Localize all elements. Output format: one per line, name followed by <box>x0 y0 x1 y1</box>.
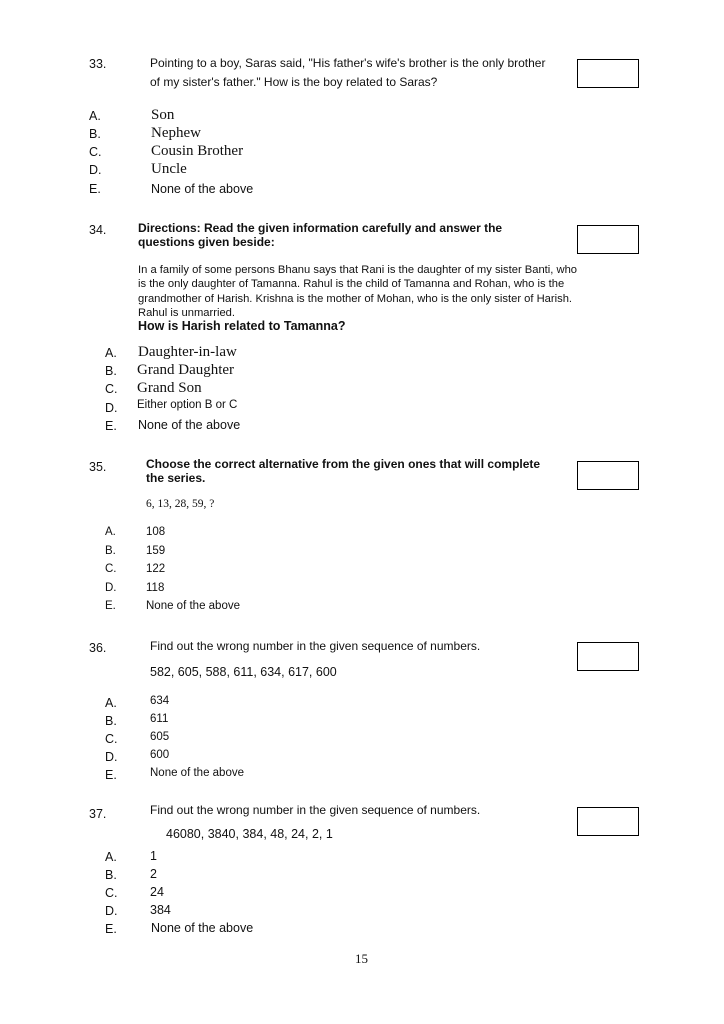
question-stem-line: Pointing to a boy, Saras said, "His father's wife's brother is the only brother <box>150 56 546 70</box>
option-text: 122 <box>146 563 166 575</box>
option-text: 634 <box>150 695 170 707</box>
answer-box[interactable] <box>577 642 639 671</box>
option-text: None of the above <box>150 767 244 779</box>
series-text: 46080, 3840, 384, 48, 24, 2, 1 <box>166 827 333 841</box>
option-text: Cousin Brother <box>151 143 244 159</box>
question-number: 37. <box>89 807 107 821</box>
option-letter: C. <box>89 145 102 159</box>
option-letter: A. <box>89 109 101 123</box>
option-text: Son <box>151 107 175 123</box>
option-letter: B. <box>105 714 117 728</box>
question-stem-line: Choose the correct alternative from the given ones that will complete <box>146 457 541 471</box>
option-text: 600 <box>150 749 170 761</box>
answer-box[interactable] <box>577 225 639 254</box>
question-number: 36. <box>89 641 107 655</box>
question-stem-line: the series. <box>146 471 206 485</box>
option-letter: B. <box>105 545 116 557</box>
option-letter: D. <box>105 401 118 415</box>
option-text: Daughter-in-law <box>138 344 237 360</box>
option-text: 611 <box>150 713 169 725</box>
question-number: 33. <box>89 57 107 71</box>
question-stem: Find out the wrong number in the given sequence of numbers. <box>150 639 481 653</box>
option-text: 2 <box>150 867 157 881</box>
option-letter: A. <box>105 850 117 864</box>
question-stem: Find out the wrong number in the given sequence of numbers. <box>150 803 481 817</box>
option-text: Either option B or C <box>137 399 238 411</box>
question-stem-line: of my sister's father." How is the boy related to Saras? <box>150 75 438 89</box>
option-letter: A. <box>105 526 116 538</box>
option-letter: E. <box>89 182 101 196</box>
option-letter: E. <box>105 600 116 612</box>
option-text: Grand Daughter <box>137 362 235 378</box>
option-letter: D. <box>105 904 118 918</box>
answer-box[interactable] <box>577 461 639 490</box>
question-text: How is Harish related to Tamanna? <box>138 319 346 333</box>
option-text: None of the above <box>138 418 241 432</box>
answer-box[interactable] <box>577 807 639 836</box>
passage-text: In a family of some persons Bhanu says that Rani is the daughter of my sister Banti, who is the only daughter of Tamanna. Rahul is the child of Tamanna and Rohan, who is the grandmother of Harish. Krishna is the mother of Mohan, who is the only sister of Harish. Rahul is unmarried. <box>138 264 578 319</box>
option-text: 24 <box>150 885 164 899</box>
option-letter: D. <box>89 163 102 177</box>
option-letter: C. <box>105 886 118 900</box>
directions-line: questions given beside: <box>138 235 275 249</box>
option-text: Grand Son <box>137 380 202 396</box>
option-text: 118 <box>146 582 165 594</box>
question-number: 34. <box>89 223 107 237</box>
option-text: None of the above <box>151 182 254 196</box>
option-text: 108 <box>146 526 166 538</box>
option-text: 1 <box>150 849 157 863</box>
option-letter: B. <box>105 868 117 882</box>
option-text: None of the above <box>146 600 240 612</box>
option-text: None of the above <box>151 921 254 935</box>
page-number: 15 <box>355 951 368 966</box>
option-text: 384 <box>150 903 171 917</box>
series-text: 582, 605, 588, 611, 634, 617, 600 <box>150 665 337 679</box>
option-letter: C. <box>105 382 118 396</box>
option-letter: E. <box>105 419 117 433</box>
option-text: 605 <box>150 731 170 743</box>
option-letter: A. <box>105 346 117 360</box>
option-letter: B. <box>89 127 101 141</box>
option-letter: D. <box>105 750 118 764</box>
option-letter: C. <box>105 563 117 575</box>
option-letter: A. <box>105 696 117 710</box>
option-text: Nephew <box>151 125 201 141</box>
question-number: 35. <box>89 460 107 474</box>
option-letter: C. <box>105 732 118 746</box>
directions-line: Directions: Read the given information carefully and answer the <box>138 221 503 235</box>
option-letter: D. <box>105 582 117 594</box>
answer-box[interactable] <box>577 59 639 88</box>
option-text: 159 <box>146 545 166 557</box>
option-letter: E. <box>105 768 117 782</box>
series-text: 6, 13, 28, 59, ? <box>146 498 215 510</box>
option-letter: B. <box>105 364 117 378</box>
option-letter: E. <box>105 922 117 936</box>
option-text: Uncle <box>151 161 187 177</box>
